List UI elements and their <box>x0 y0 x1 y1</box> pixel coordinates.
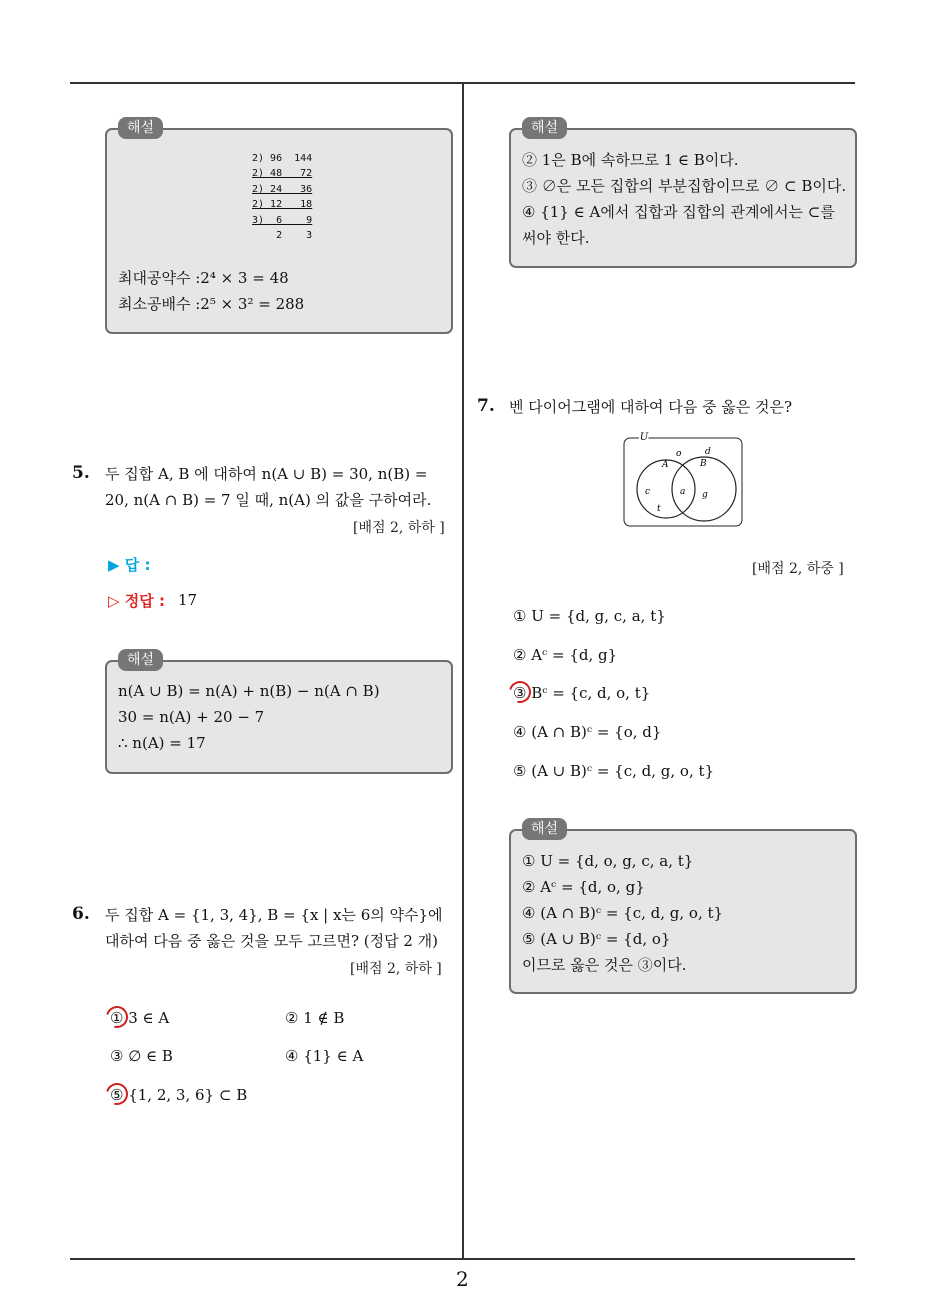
solution-line: n(A ∪ B) = n(A) + n(B) − n(A ∩ B) <box>118 682 380 700</box>
venn-label-o: o <box>676 449 682 459</box>
venn-label-u: U <box>639 432 649 443</box>
question-7-meta: [배점 2, 하중 ] <box>752 561 844 577</box>
venn-label-a-element: a <box>680 487 686 497</box>
division-line: 3) 6 9 <box>252 215 313 226</box>
correct-answer-value: 17 <box>178 591 198 609</box>
solution-line: ④ {1} ∈ A에서 집합과 집합의 관계에서는 ⊂를 <box>522 203 835 221</box>
solution-tag: 해설 <box>522 117 567 139</box>
venn-label-g: g <box>702 490 708 500</box>
column-divider <box>462 83 464 1259</box>
choice-4[interactable]: ④ {1} ∈ A <box>285 1047 364 1065</box>
choice-1[interactable]: ① U = {d, g, c, a, t} <box>513 607 666 625</box>
venn-label-a: A <box>662 460 669 470</box>
choice-2[interactable]: ② Aᶜ = {d, g} <box>513 646 618 664</box>
solution-line: ③ ∅은 모든 집합의 부분집합이므로 ∅ ⊂ B이다. <box>522 177 847 195</box>
question-5-meta: [배점 2, 하하 ] <box>353 520 445 536</box>
bottom-rule <box>70 1258 855 1260</box>
gcd-result: 최대공약수 :2⁴ × 3 = 48 <box>118 269 289 287</box>
solution-tag: 해설 <box>522 818 567 840</box>
venn-label-c: c <box>645 487 651 497</box>
question-6-meta: [배점 2, 하하 ] <box>350 961 442 977</box>
answer-label: ▶ 답 : <box>108 556 151 574</box>
correct-answer-label: ▷ 정답 : <box>108 592 165 610</box>
question-6-number: 6. <box>72 904 90 924</box>
venn-label-t: t <box>657 504 661 514</box>
solution-tag: 해설 <box>118 649 163 671</box>
division-line: 2) 48 72 <box>252 168 313 179</box>
solution-line: ∴ n(A) = 17 <box>118 734 206 752</box>
division-line: 2) 96 144 <box>252 153 313 164</box>
question-7-number: 7. <box>477 396 495 416</box>
choice-5[interactable]: ⑤ {1, 2, 3, 6} ⊂ B <box>110 1086 248 1104</box>
question-5-text-line2: 20, n(A ∩ B) = 7 일 때, n(A) 의 값을 구하여라. <box>105 491 432 509</box>
solution-tag: 해설 <box>118 117 163 139</box>
division-line: 2) 24 36 <box>252 184 313 195</box>
solution-line: 30 = n(A) + 20 − 7 <box>118 708 265 726</box>
page-number: 2 <box>456 1267 469 1291</box>
solution-line: ⑤ (A ∪ B)ᶜ = {d, o} <box>522 930 671 948</box>
choice-3[interactable]: ③ ∅ ∈ B <box>110 1047 173 1065</box>
question-5-text-line1: 두 집합 A, B 에 대하여 n(A ∪ B) = 30, n(B) = <box>105 465 428 483</box>
venn-label-b: B <box>700 459 707 469</box>
choice-5[interactable]: ⑤ (A ∪ B)ᶜ = {c, d, g, o, t} <box>513 762 715 780</box>
choice-1[interactable]: ① 3 ∈ A <box>110 1009 170 1027</box>
solution-line: 써야 한다. <box>522 229 590 247</box>
venn-label-d: d <box>705 447 711 457</box>
venn-diagram <box>620 430 746 530</box>
solution-line: ② 1은 B에 속하므로 1 ∈ B이다. <box>522 151 739 169</box>
choice-3[interactable]: ③ Bᶜ = {c, d, o, t} <box>513 684 651 702</box>
solution-line: ④ (A ∩ B)ᶜ = {c, d, g, o, t} <box>522 904 724 922</box>
solution-line: ② Aᶜ = {d, o, g} <box>522 878 645 896</box>
question-7-text: 벤 다이어그램에 대하여 다음 중 옳은 것은? <box>509 398 792 416</box>
lcm-result: 최소공배수 :2⁵ × 3² = 288 <box>118 295 305 313</box>
question-6-text-line1: 두 집합 A = {1, 3, 4}, B = {x | x는 6의 약수}에 <box>105 906 443 924</box>
question-6-text-line2: 대하여 다음 중 옳은 것을 모두 고르면? (정답 2 개) <box>105 932 439 950</box>
division-line: 2 3 <box>252 230 313 241</box>
question-5-number: 5. <box>72 463 90 483</box>
solution-line: ① U = {d, o, g, c, a, t} <box>522 852 694 870</box>
division-line: 2) 12 18 <box>252 199 313 210</box>
choice-4[interactable]: ④ (A ∩ B)ᶜ = {o, d} <box>513 723 662 741</box>
choice-2[interactable]: ② 1 ∉ B <box>285 1009 345 1027</box>
solution-line: 이므로 옳은 것은 ③이다. <box>522 956 687 974</box>
